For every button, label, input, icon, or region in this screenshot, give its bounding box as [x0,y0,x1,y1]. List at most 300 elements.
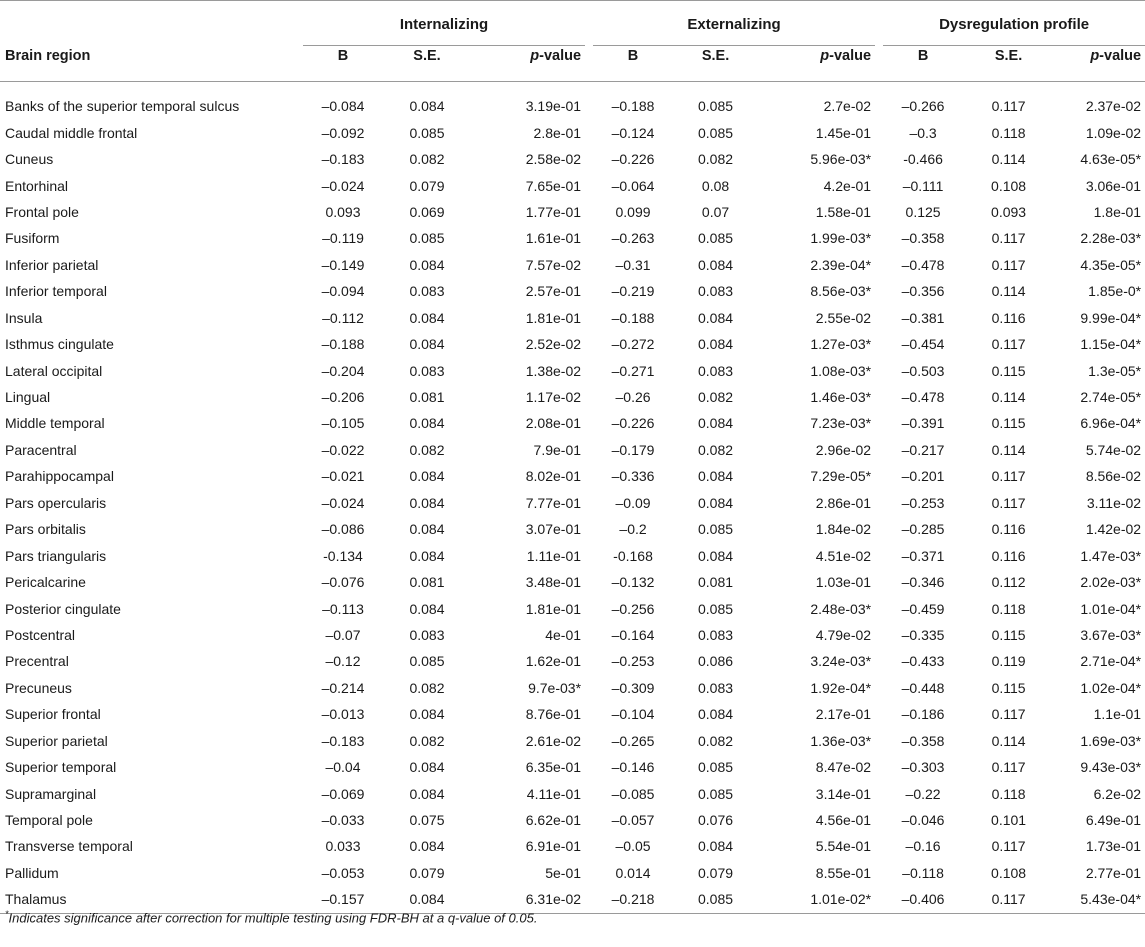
int-p-value-cell: 7.57e-02 [525,256,582,273]
footnote-text: Indicates significance after correction for multiple testing using FDR-BH at a q-value of 0.05. [8,910,538,926]
dys-p-value-cell: 2.71e-04* [1080,653,1142,670]
ext-se-cell: 0.085 [698,785,734,802]
int-b-cell: –0.214 [321,679,365,696]
column-gap [585,728,593,754]
int-p-value-cell: 1.11e-01 [526,547,582,564]
ext-se-cell: 0.084 [698,468,734,485]
table-row [0,146,1145,172]
ext-p-value-cell: 1.03e-01 [815,574,872,591]
column-gap [875,701,883,727]
column-gap [585,886,593,913]
ext-p-value-cell: 1.27e-03* [810,336,872,353]
ext-se-cell: 0.085 [698,600,734,617]
ext-p-value-cell: 1.46e-03* [810,389,872,406]
int-b-cell: –0.112 [322,309,364,326]
column-gap [585,542,593,568]
ext-p-value-cell: 2.7e-02 [823,98,872,115]
se-header: S.E. [673,47,758,82]
int-se-cell: 0.084 [409,521,445,538]
int-b-cell: –0.157 [303,886,383,913]
column-gap [585,119,593,145]
dys-se-cell: 0.117 [991,468,1026,485]
ext-p-value-cell: 5.96e-03* [810,151,872,168]
brain-region-cell: Temporal pole [5,812,93,829]
int-b-cell: –0.183 [321,151,365,168]
ext-se-cell: 0.084 [698,838,734,855]
dys-b-cell: –0.201 [901,468,945,485]
int-b-cell: –0.021 [321,468,365,485]
ext-p-value-cell: 1.36e-03* [810,732,872,749]
dys-se-cell: 0.118 [991,785,1026,802]
table-row [0,437,1145,463]
dys-b-cell: –0.391 [901,415,945,432]
brain-region-cell: Pars orbitalis [5,521,86,538]
ext-p-value-cell: 4.79e-02 [815,626,872,643]
brain-region-cell: Fusiform [5,230,60,247]
ext-se-cell: 0.082 [698,151,734,168]
dys-p-value-cell: 1.09e-02 [1085,124,1142,141]
dys-p-value-cell: 1.73e-01 [1085,838,1142,855]
column-gap [875,305,883,331]
dys-se-cell: 0.117 [991,256,1026,273]
brain-region-cell: Paracentral [5,441,77,458]
table-row [0,542,1145,568]
dys-p-value-cell: 9.99e-04* [1080,309,1142,326]
int-se-cell: 0.084 [409,838,445,855]
table-row [0,93,1145,119]
dys-p-value-cell: 5.74e-02 [1085,441,1142,458]
int-p-value-cell: 2.57e-01 [525,283,582,300]
ext-p-value-cell: 2.96e-02 [815,441,872,458]
ext-se-cell: 0.085 [698,98,734,115]
dys-p-value-cell: 3.06e-01 [1085,177,1142,194]
ext-b-cell: –0.265 [611,732,655,749]
int-p-value-cell: 7.77e-01 [525,494,582,511]
dys-b-cell: –0.16 [905,838,941,855]
table-row [0,305,1145,331]
ext-se-cell: 0.083 [698,362,734,379]
dys-p-value-cell: 1.1e-01 [1093,706,1142,723]
int-b-cell: –0.069 [321,785,365,802]
int-se-cell: 0.081 [409,574,445,591]
table-row [0,199,1145,225]
dys-b-cell: –0.356 [901,283,945,300]
dys-p-value-cell: 5.43e-04* [1054,886,1145,913]
group-header-row [0,1,1145,48]
int-se-cell: 0.084 [409,759,445,776]
int-p-value-cell: 2.61e-02 [525,732,582,749]
table-footnote [5,909,537,925]
column-gap [875,199,883,225]
ext-p-value-cell: 4.2e-01 [823,177,872,194]
ext-se-cell: 0.081 [698,574,734,591]
dys-se-cell: 0.115 [991,415,1026,432]
int-b-cell: –0.024 [321,177,365,194]
brain-region-cell: Posterior cingulate [5,600,121,617]
table-row [0,410,1145,436]
column-gap [585,463,593,489]
group-header-dysregulation: Dysregulation profile [883,1,1145,48]
ext-se-cell: 0.084 [698,309,734,326]
int-se-cell: 0.084 [409,309,445,326]
ext-b-cell: –0.085 [611,785,655,802]
column-gap [875,384,883,410]
int-p-value-cell: 8.76e-01 [525,706,582,723]
dys-se-cell: 0.118 [991,124,1026,141]
int-se-cell: 0.084 [409,547,445,564]
int-p-value-cell: 2.58e-02 [525,151,582,168]
int-se-cell: 0.085 [409,230,445,247]
brain-region-cell: Parahippocampal [5,468,114,485]
dys-se-cell: 0.117 [991,759,1026,776]
int-b-cell: –0.206 [321,389,365,406]
table-body [0,93,1145,913]
ext-se-cell: 0.082 [698,732,734,749]
ext-p-value-cell: 5.54e-01 [815,838,872,855]
ext-b-cell: –0.31 [615,256,651,273]
int-p-value-cell: 8.02e-01 [525,468,582,485]
brain-region-cell: Lateral occipital [5,362,103,379]
column-gap [585,595,593,621]
dys-se-cell: 0.093 [991,203,1027,220]
table-row [0,833,1145,859]
dys-se-cell: 0.117 [991,336,1026,353]
column-gap [585,754,593,780]
se-header: S.E. [383,47,471,82]
column-gap [875,728,883,754]
group-header-externalizing: Externalizing [593,1,875,48]
dys-b-cell: –0.358 [901,230,945,247]
dys-se-cell: 0.117 [963,886,1054,913]
int-b-cell: –0.12 [325,653,361,670]
dys-b-cell: –0.285 [901,521,945,538]
column-gap [875,172,883,198]
ext-se-cell: 0.084 [698,494,734,511]
int-se-cell: 0.084 [409,468,445,485]
int-b-cell: –0.086 [321,521,365,538]
dys-p-value-cell: 6.49e-01 [1085,812,1142,829]
ext-se-cell: 0.084 [698,256,734,273]
ext-p-value-cell: 1.08e-03* [810,362,872,379]
column-gap [875,886,883,913]
column-gap [585,199,593,225]
int-p-value-cell: 5e-01 [545,864,582,881]
column-gap [585,437,593,463]
column-gap [875,754,883,780]
dys-se-cell: 0.116 [991,547,1026,564]
int-b-cell: -0.134 [323,547,363,564]
dys-se-cell: 0.116 [991,521,1026,538]
dys-se-cell: 0.112 [991,574,1026,591]
column-gap [585,331,593,357]
int-se-cell: 0.079 [409,864,445,881]
int-b-cell: –0.022 [321,441,365,458]
brain-region-cell: Middle temporal [5,415,105,432]
column-gap [585,357,593,383]
column-gap [875,807,883,833]
empty-corner-cell [0,1,303,48]
column-gap [875,516,883,542]
ext-b-cell: –0.263 [611,230,655,247]
int-p-value-cell: 1.77e-01 [525,203,582,220]
int-b-cell: –0.119 [322,230,364,247]
table-row [0,119,1145,145]
ext-p-value-cell: 4.56e-01 [815,812,872,829]
dys-p-value-cell: 1.47e-03* [1080,547,1142,564]
p-value-header: p-value [471,47,585,82]
int-b-cell: –0.013 [321,706,365,723]
b-header: B [303,47,383,82]
int-p-value-cell: 2.52e-02 [525,336,582,353]
dys-p-value-cell: 1.8e-01 [1093,203,1142,220]
int-b-cell: –0.094 [321,283,365,300]
column-gap [585,172,593,198]
dys-b-cell: –0.3 [909,124,937,141]
column-gap [875,833,883,859]
ext-b-cell: -0.168 [613,547,653,564]
dys-se-cell: 0.114 [991,283,1026,300]
table-row [0,754,1145,780]
int-p-value-cell: 1.61e-01 [525,230,582,247]
table-row [0,622,1145,648]
ext-b-cell: –0.188 [611,98,655,115]
column-gap [585,384,593,410]
int-p-value-cell: 3.19e-01 [525,98,582,115]
ext-p-value-cell: 2.17e-01 [815,706,872,723]
column-gap [875,860,883,886]
int-se-cell: 0.085 [409,653,445,670]
column-gap [585,569,593,595]
dys-se-cell: 0.108 [991,864,1027,881]
int-b-cell: –0.092 [321,124,365,141]
dys-se-cell: 0.117 [991,230,1026,247]
ext-se-cell: 0.082 [698,389,734,406]
int-se-cell: 0.083 [409,283,445,300]
int-b-cell: 0.033 [325,838,361,855]
dys-se-cell: 0.115 [991,626,1026,643]
ext-b-cell: –0.188 [611,309,655,326]
ext-b-cell: –0.226 [611,151,655,168]
dys-b-cell: –0.478 [901,256,945,273]
int-se-cell: 0.079 [409,177,445,194]
ext-p-value-cell: 2.86e-01 [815,494,872,511]
table-row [0,384,1145,410]
dys-p-value-cell: 2.74e-05* [1080,389,1142,406]
dys-p-value-cell: 2.02e-03* [1080,574,1142,591]
int-p-value-cell: 1.17e-02 [525,389,582,406]
table-row [0,490,1145,516]
int-b-cell: –0.07 [325,626,361,643]
ext-se-cell: 0.07 [701,203,730,220]
int-b-cell: –0.024 [321,494,365,511]
ext-se-cell: 0.083 [698,626,734,643]
dys-se-cell: 0.114 [991,441,1026,458]
ext-p-value-cell: 8.55e-01 [815,864,872,881]
brain-region-cell: Postcentral [5,626,76,643]
dys-p-value-cell: 1.69e-03* [1080,732,1142,749]
brain-region-cell: Pars opercularis [5,494,107,511]
brain-region-cell: Insula [5,309,43,326]
ext-b-cell: –0.064 [611,177,655,194]
column-gap [585,278,593,304]
column-gap [585,516,593,542]
table-row [0,516,1145,542]
column-gap [585,305,593,331]
int-b-cell: –0.04 [325,759,361,776]
brain-region-cell: Pallidum [5,864,59,881]
dys-b-cell: –0.118 [902,864,944,881]
ext-p-value-cell: 8.47e-02 [815,759,872,776]
column-gap [875,648,883,674]
b-header: B [883,47,963,82]
dys-se-cell: 0.118 [991,600,1026,617]
column-gap [585,860,593,886]
ext-se-cell: 0.083 [698,679,734,696]
dys-se-cell: 0.114 [991,389,1026,406]
ext-b-cell: –0.226 [611,415,655,432]
ext-b-cell: –0.336 [611,468,655,485]
dys-p-value-cell: 4.63e-05* [1080,151,1142,168]
int-b-cell: –0.105 [321,415,365,432]
dys-p-value-cell: 1.3e-05* [1088,362,1142,379]
dys-b-cell: –0.253 [901,494,945,511]
brain-region-cell: Transverse temporal [5,838,133,855]
ext-se-cell: 0.084 [698,415,734,432]
dys-p-value-cell: 1.02e-04* [1080,679,1142,696]
ext-p-value-cell: 2.55e-02 [815,309,872,326]
dys-b-cell: –0.371 [901,547,945,564]
int-se-cell: 0.084 [409,785,445,802]
ext-b-cell: –0.26 [615,389,651,406]
table-row [0,648,1145,674]
int-b-cell: –0.204 [321,362,365,379]
column-gap [875,357,883,383]
dys-se-cell: 0.117 [991,494,1026,511]
column-gap [875,119,883,145]
ext-se-cell: 0.085 [698,521,734,538]
column-gap [585,833,593,859]
brain-region-cell: Superior parietal [5,732,108,749]
b-header: B [593,47,673,82]
dys-se-cell: 0.108 [991,177,1027,194]
dys-se-cell: 0.119 [991,653,1026,670]
column-gap [585,780,593,806]
ext-p-value-cell: 1.58e-01 [815,203,872,220]
column-gap [875,331,883,357]
ext-p-value-cell: 3.14e-01 [815,785,872,802]
brain-region-cell: Lingual [5,389,51,406]
dys-b-cell: –0.346 [901,574,945,591]
column-gap [585,146,593,172]
column-gap [875,463,883,489]
brain-region-cell: Banks of the superior temporal sulcus [5,98,240,115]
column-gap [585,225,593,251]
ext-p-value-cell: 1.92e-04* [810,679,872,696]
dys-p-value-cell: 1.01e-04* [1080,600,1142,617]
dys-b-cell: –0.22 [905,785,941,802]
int-se-cell: 0.082 [409,679,445,696]
column-gap [875,490,883,516]
ext-se-cell: 0.085 [698,124,734,141]
int-se-cell: 0.084 [409,256,445,273]
column-gap [585,701,593,727]
dys-se-cell: 0.116 [991,309,1026,326]
table-row [0,252,1145,278]
dys-se-cell: 0.117 [991,98,1026,115]
group-header-internalizing: Internalizing [303,1,585,48]
dys-b-cell: –0.406 [883,886,963,913]
table-row [0,225,1145,251]
int-b-cell: 0.093 [325,203,361,220]
column-gap [585,807,593,833]
column-gap [875,93,883,119]
ext-b-cell: –0.219 [611,283,655,300]
ext-se-cell: 0.079 [698,864,734,881]
int-p-value-cell: 1.81e-01 [525,600,582,617]
brain-region-cell: Superior temporal [5,759,117,776]
table-row [0,860,1145,886]
ext-p-value-cell: 2.39e-04* [810,256,872,273]
ext-b-cell: –0.256 [611,600,655,617]
ext-b-cell: 0.099 [615,203,651,220]
int-p-value-cell: 3.07e-01 [525,521,582,538]
ext-b-cell: –0.179 [611,441,655,458]
int-se-cell: 0.082 [409,441,445,458]
int-p-value-cell: 7.9e-01 [533,441,582,458]
dys-p-value-cell: 9.43e-03* [1080,759,1142,776]
dys-b-cell: –0.303 [901,759,945,776]
ext-se-cell: 0.084 [698,336,734,353]
column-header-row [0,47,1145,82]
ext-b-cell: –0.146 [611,759,655,776]
int-p-value-cell: 1.81e-01 [525,309,582,326]
column-gap [585,490,593,516]
dys-b-cell: –0.478 [901,389,945,406]
dys-p-value-cell: 1.15e-04* [1080,336,1142,353]
ext-se-cell: 0.085 [698,759,734,776]
int-p-value-cell: 1.38e-02 [525,362,582,379]
dys-b-cell: –0.459 [901,600,945,617]
dys-se-cell: 0.117 [991,838,1026,855]
table-row [0,675,1145,701]
table-row [0,807,1145,833]
ext-b-cell: –0.272 [611,336,655,353]
int-se-cell: 0.084 [409,600,445,617]
dys-p-value-cell: 2.77e-01 [1085,864,1142,881]
table-row [0,463,1145,489]
dys-b-cell: –0.046 [901,812,945,829]
int-se-cell: 0.083 [409,626,445,643]
table-row [0,595,1145,621]
table-row [0,357,1145,383]
table-row [0,728,1145,754]
ext-p-value-cell: 7.23e-03* [810,415,872,432]
int-se-cell: 0.084 [409,336,445,353]
brain-region-cell: Pars triangularis [5,547,107,564]
dys-p-value-cell: 3.11e-02 [1086,494,1142,511]
brain-region-cell: Inferior parietal [5,256,99,273]
column-gap [875,595,883,621]
int-p-value-cell: 6.31e-02 [471,886,585,913]
dys-p-value-cell: 1.42e-02 [1085,521,1142,538]
int-b-cell: –0.084 [321,98,365,115]
ext-b-cell: –0.218 [593,886,673,913]
ext-p-value-cell: 8.56e-03* [810,283,872,300]
brain-region-cell: Caudal middle frontal [5,124,138,141]
int-b-cell: –0.053 [321,864,365,881]
se-header: S.E. [963,47,1054,82]
ext-b-cell: –0.2 [619,521,647,538]
